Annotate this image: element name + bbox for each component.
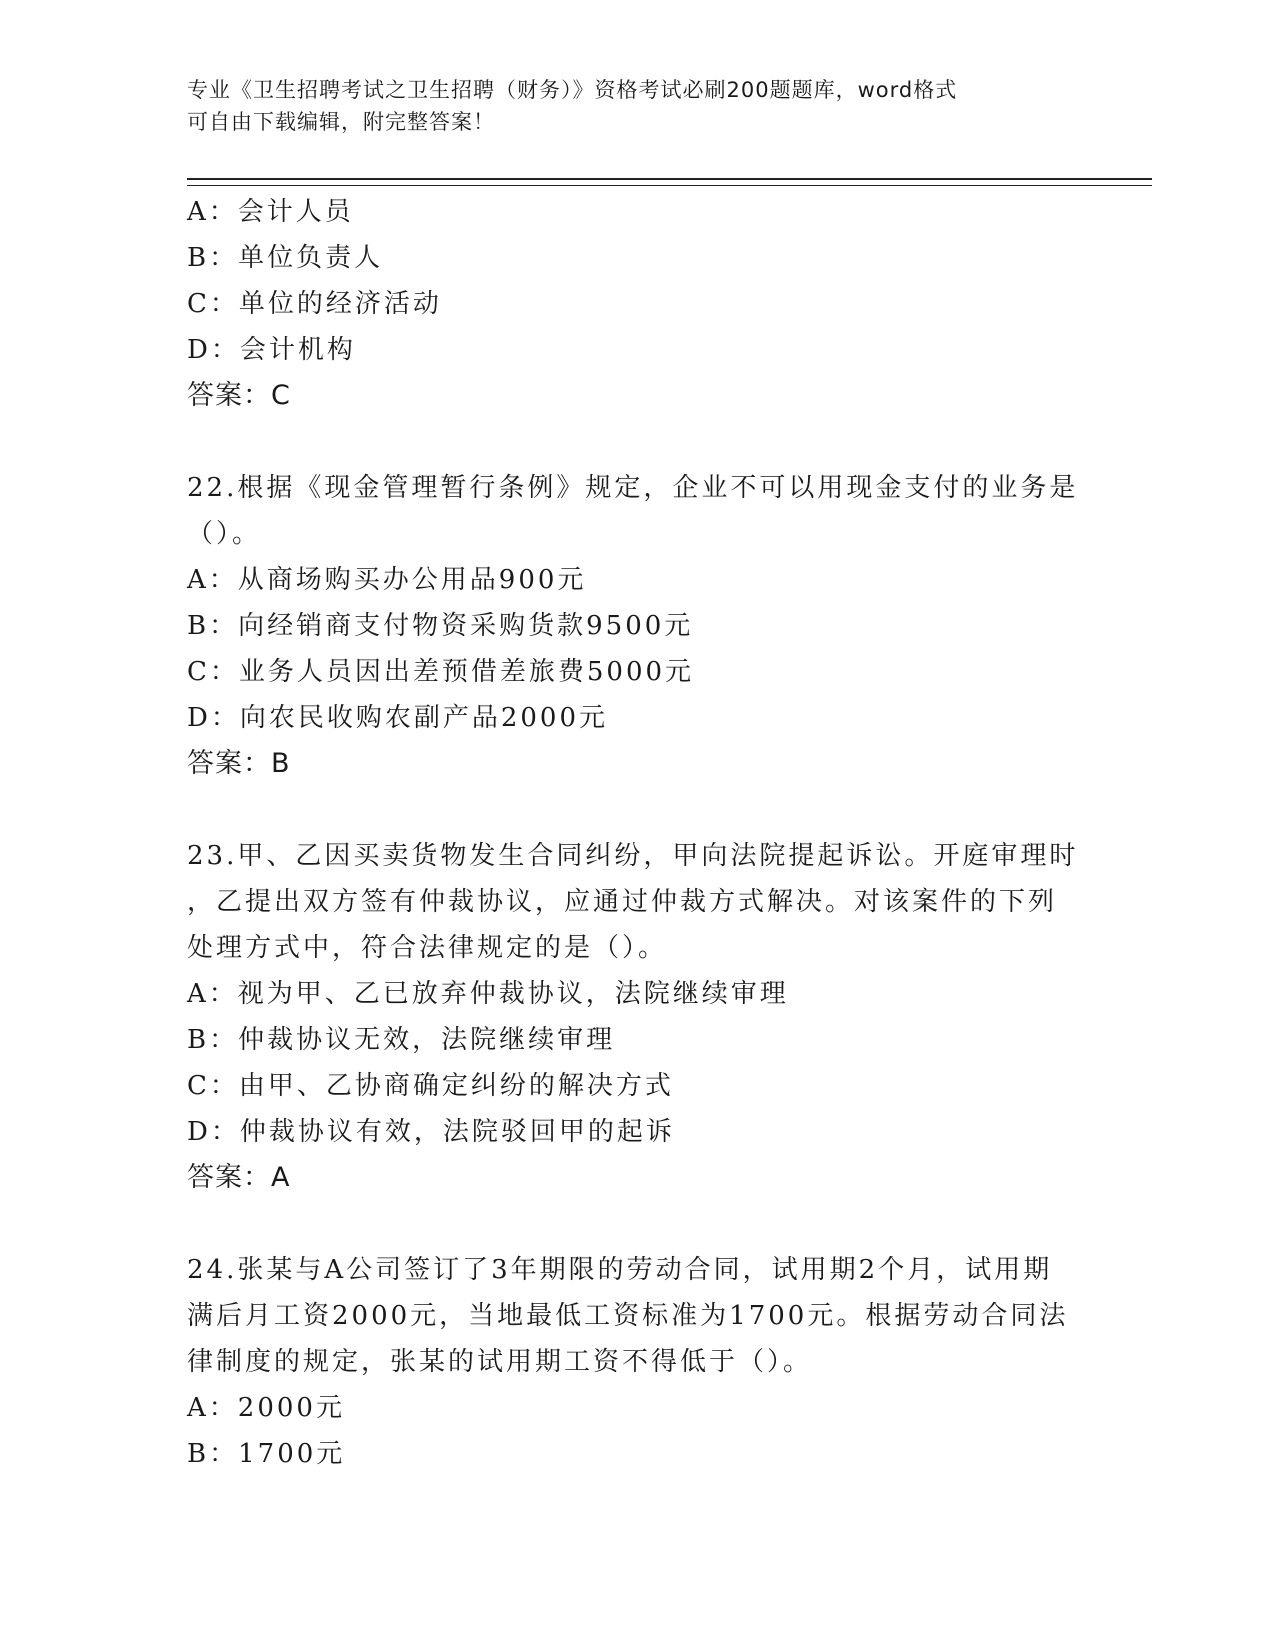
question-stem-line: （）。 [187,519,262,549]
question-stem-line: 23.甲、乙因买卖货物发生合同纠纷，甲向法院提起诉讼。开庭审理时 [187,841,1079,871]
question-22 [187,465,1087,787]
header-divider [187,178,1152,186]
question-24 [187,1247,1087,1477]
option-d: D：向农民收购农副产品2000元 [187,703,609,733]
option-a: A：从商场购买办公用品900元 [187,565,587,595]
question-stem-line: 22.根据《现金管理暂行条例》规定，企业不可以用现金支付的业务是 [187,473,1079,503]
option-c: C：由甲、乙协商确定纠纷的解决方式 [187,1071,674,1101]
answer: 答案：A [187,1162,291,1193]
option-b: B：向经销商支付物资采购货款9500元 [187,611,694,641]
answer: 答案：B [187,748,291,779]
option-d: D：仲裁协议有效，法院驳回甲的起诉 [187,1117,675,1147]
question-stem-line: 处理方式中，符合法律规定的是（）。 [187,933,668,963]
option-b: B：仲裁协议无效，法院继续审理 [187,1025,616,1055]
option-b: B：单位负责人 [187,243,384,273]
header-line-2: 可自由下载编辑，附完整答案！ [187,110,495,134]
question-stem-line: 24.张某与A公司签订了3年期限的劳动合同，试用期2个月，试用期 [187,1255,1053,1285]
document-header [187,74,1087,138]
question-stem-line: 满后月工资2000元，当地最低工资标准为1700元。根据劳动合同法 [187,1301,1069,1331]
header-line-1: 专业《卫生招聘考试之卫生招聘（财务）》资格考试必刷200题题库，word格式 [187,78,958,102]
option-c: C：业务人员因出差预借差旅费5000元 [187,657,695,687]
question-stem-line: ，乙提出双方签有仲裁协议，应通过仲裁方式解决。对该案件的下列 [187,887,1058,917]
answer: 答案：C [187,380,291,411]
option-b: B：1700元 [187,1439,346,1469]
spacer [187,787,1087,833]
question-21 [187,189,1087,419]
question-23 [187,833,1087,1201]
option-d: D：会计机构 [187,335,356,365]
question-list [187,189,1087,1477]
option-c: C：单位的经济活动 [187,289,442,319]
question-stem-line: 律制度的规定，张某的试用期工资不得低于（）。 [187,1347,813,1377]
spacer [187,419,1087,465]
option-a: A：会计人员 [187,197,354,227]
option-a: A：视为甲、乙已放弃仲裁协议，法院继续审理 [187,979,789,1009]
option-a: A：2000元 [187,1393,345,1423]
spacer [187,1201,1087,1247]
